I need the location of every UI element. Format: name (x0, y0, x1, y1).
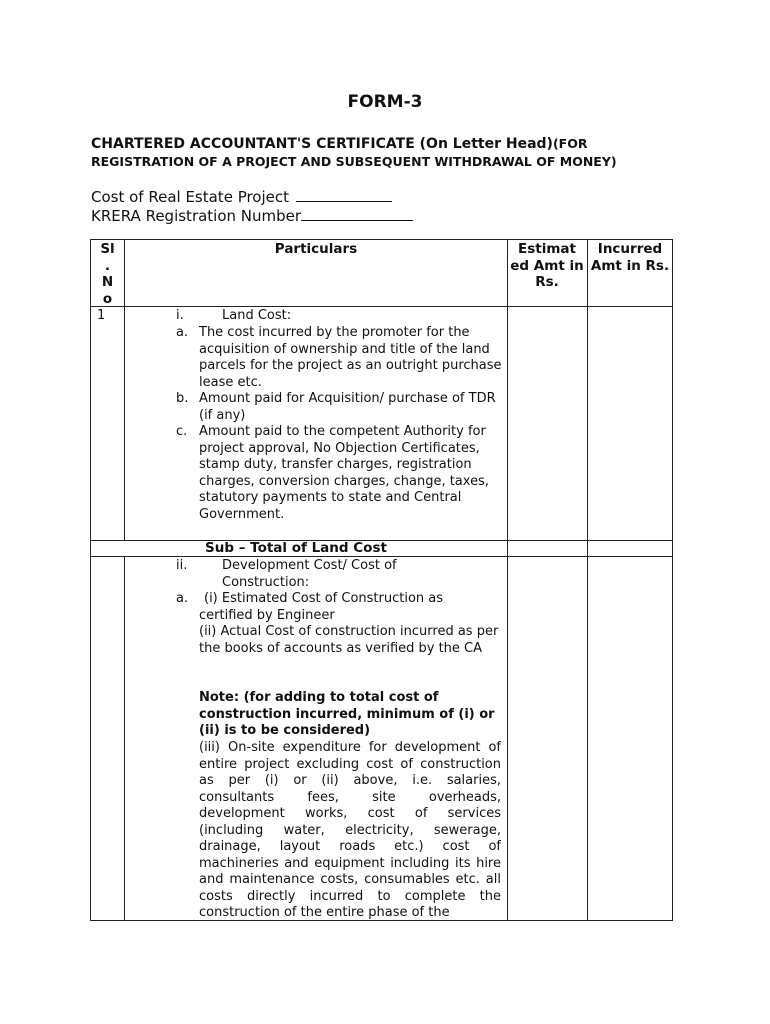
krera-label: KRERA Registration Number (91, 207, 302, 225)
row2-note (199, 690, 502, 740)
heading-main: CHARTERED ACCOUNTANT'S CERTIFICATE (On Letter Head) (91, 136, 553, 152)
table-header-bottom (90, 306, 673, 307)
cost-field (91, 187, 392, 206)
table-divider-inc (587, 239, 588, 921)
row1-title: Land Cost: (222, 308, 292, 323)
krera-field (91, 206, 413, 225)
note-label: Note (199, 690, 234, 705)
row1-item-b-text: Amount paid for Acquisition/ purchase of TDR (if any) (199, 391, 496, 423)
table-divider-sl (124, 239, 125, 540)
row1-item-c-marker: c. (176, 424, 188, 439)
row1-item-a-marker: a. (176, 325, 189, 340)
row1-item-a-text: The cost incurred by the promoter for the acquisition of ownership and title of the land parcels for the project as an outright purchase lease etc. (199, 325, 502, 390)
table-divider-sl-2 (124, 556, 125, 921)
table-border-bottom (90, 920, 673, 921)
heading-line2: REGISTRATION OF A PROJECT AND SUBSEQUENT WITHDRAWAL OF MONEY) (91, 154, 617, 169)
header-slno (91, 241, 124, 307)
row2-a-ii: (ii) Actual Cost of construction incurred as per the books of accounts as verified by the CA (199, 624, 499, 656)
row2-a-i: (i) Estimated Cost of Construction as certified by Engineer (199, 591, 444, 623)
row2-title: Development Cost/ Cost of Construction: (222, 558, 397, 590)
table-border-top (90, 239, 673, 240)
form-title: FORM-3 (347, 92, 423, 112)
subtotal-land-cost: Sub – Total of Land Cost (205, 540, 387, 556)
table-divider-est (507, 239, 508, 921)
table-border-left (90, 239, 91, 921)
header-slno-line: . (104, 257, 111, 274)
header-estimated-amount: Estimat ed Amt in Rs. (510, 241, 584, 290)
row1-roman: i. (176, 308, 184, 323)
row2-a-marker: a. (176, 591, 189, 606)
row1-item-c-text: Amount paid to the competent Authority for project approval, No Objection Certificates, stamp duty, transfer charges, registration charges, conversion charges, change, taxes, statutory payments to state and Central Government. (199, 424, 489, 522)
header-slno-line: Sl (100, 241, 115, 257)
certificate-heading (91, 136, 691, 152)
table-border-right (672, 239, 673, 921)
header-slno-line: N (101, 274, 114, 290)
header-slno-line: o (102, 290, 113, 307)
note-text: : (for adding to total cost of construction incurred, minimum of (i) or (ii) is to be considered) (199, 690, 495, 738)
krera-blank-line (301, 206, 413, 221)
row2-iii: (iii) On-site expenditure for development of entire project excluding cost of construction as per (i) or (ii) above, i.e. salaries, consultants fees, site overheads, development works, cost of services (including water, electricity, sewerage, drainage, layout roads etc.) cost of machineries and equipment including its hire and maintenance costs, consumables etc. all costs directly incurred to complete the construction of the entire phase of the (199, 740, 501, 920)
header-incurred-amount: Incurred Amt in Rs. (590, 241, 670, 274)
row1-slno: 1 (97, 308, 106, 323)
row1-item-b-marker: b. (176, 391, 189, 406)
row2-roman: ii. (176, 558, 188, 573)
cost-blank-line (296, 187, 392, 202)
header-particulars: Particulars (274, 241, 358, 257)
cost-label: Cost of Real Estate Project (91, 188, 290, 206)
heading-main-suffix: (FOR (552, 136, 588, 151)
